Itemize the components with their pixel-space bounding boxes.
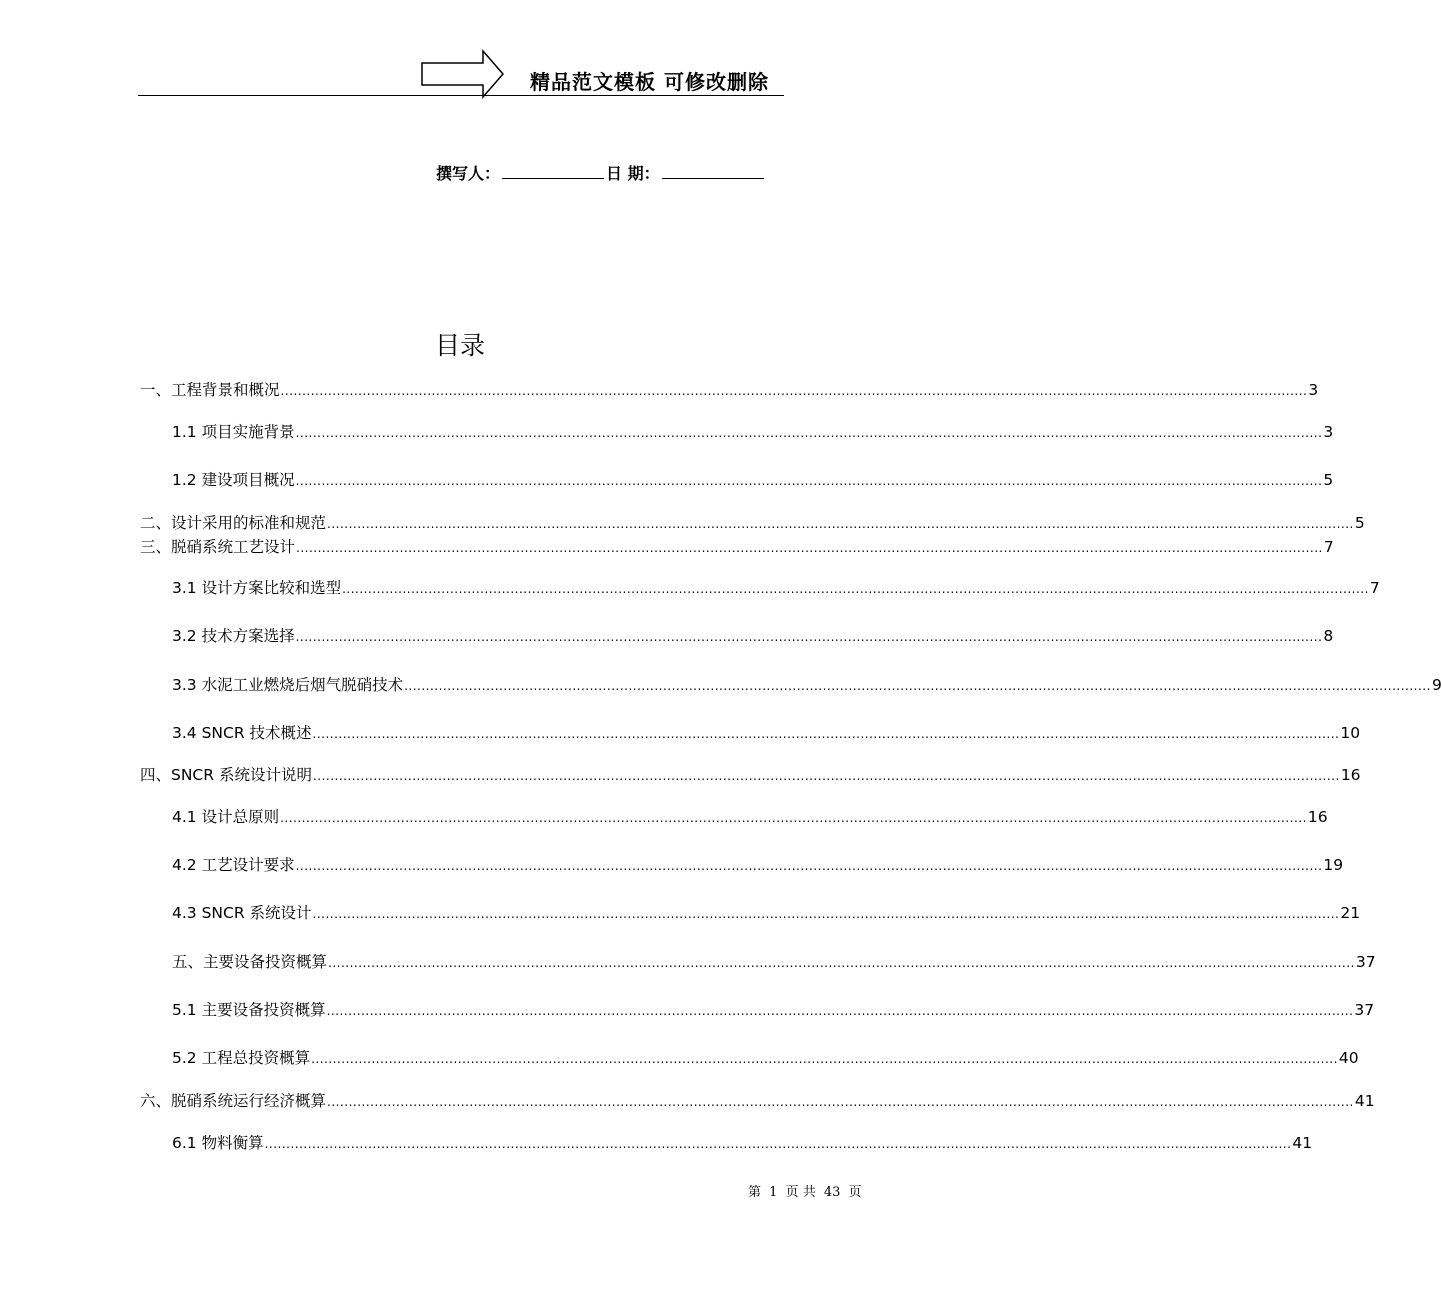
toc-leader-dots: .............................................................................................................................................................................................................................................. xyxy=(312,769,1340,783)
toc-entry-label: 5.2 工程总投资概算 xyxy=(172,1049,311,1067)
toc-leader-dots: .............................................................................................................................................................................................................................................. xyxy=(327,517,1354,531)
footer-page-total: 43 xyxy=(823,1185,841,1200)
toc-entry-page: 37 xyxy=(1354,1001,1375,1019)
toc-entry[interactable] xyxy=(172,723,1361,744)
toc-entry-page: 8 xyxy=(1323,627,1334,645)
toc-entry-page: 19 xyxy=(1323,856,1344,874)
toc-entry[interactable] xyxy=(172,903,1361,924)
toc-entry-label: 3.4 SNCR 技术概述 xyxy=(172,724,312,742)
toc-entry[interactable] xyxy=(172,422,1334,443)
toc-leader-dots: .............................................................................................................................................................................................................................................. xyxy=(295,630,1323,644)
toc-leader-dots: .............................................................................................................................................................................................................................................. xyxy=(312,727,1340,741)
toc-entry-label: 3.1 设计方案比较和选型 xyxy=(172,579,342,597)
toc-entry-page: 16 xyxy=(1307,808,1328,826)
toc-entry-page: 3 xyxy=(1308,381,1319,399)
header-divider xyxy=(138,95,784,96)
footer-page-number: 1 xyxy=(769,1185,778,1200)
toc-leader-dots: .............................................................................................................................................................................................................................................. xyxy=(404,679,1431,693)
toc-entry[interactable] xyxy=(172,470,1334,491)
toc-entry-label: 1.2 建设项目概况 xyxy=(172,471,295,489)
toc-leader-dots: .............................................................................................................................................................................................................................................. xyxy=(311,1052,1338,1066)
toc-leader-dots: .............................................................................................................................................................................................................................................. xyxy=(295,474,1323,488)
toc-entry-page: 41 xyxy=(1354,1092,1375,1110)
page-footer xyxy=(748,1181,866,1200)
toc-leader-dots: .............................................................................................................................................................................................................................................. xyxy=(280,384,1308,398)
toc-leader-dots: .............................................................................................................................................................................................................................................. xyxy=(264,1137,1292,1151)
author-date-line xyxy=(436,160,766,184)
toc-entry[interactable] xyxy=(172,855,1344,876)
toc-leader-dots: .............................................................................................................................................................................................................................................. xyxy=(326,1004,1354,1018)
writer-blank xyxy=(502,160,604,179)
footer-suffix: 页 xyxy=(848,1185,862,1200)
toc-entry[interactable] xyxy=(172,578,1380,599)
toc-entry[interactable] xyxy=(172,1000,1375,1021)
toc-leader-dots: .............................................................................................................................................................................................................................................. xyxy=(328,956,1355,970)
toc-entry-label: 一、工程背景和概况 xyxy=(140,381,280,399)
toc-entry-label: 四、SNCR 系统设计说明 xyxy=(140,766,312,784)
toc-leader-dots: .............................................................................................................................................................................................................................................. xyxy=(327,1095,1354,1109)
toc-leader-dots: .............................................................................................................................................................................................................................................. xyxy=(312,907,1340,921)
toc-entry-page: 5 xyxy=(1354,514,1365,532)
toc-entry-page: 7 xyxy=(1369,579,1380,597)
toc-entry-page: 41 xyxy=(1292,1134,1313,1152)
toc-entry[interactable] xyxy=(172,626,1334,647)
toc-title: 目录 xyxy=(434,331,485,360)
toc-entry-page: 21 xyxy=(1340,904,1361,922)
toc-leader-dots: .............................................................................................................................................................................................................................................. xyxy=(342,582,1369,596)
toc-entry-label: 5.1 主要设备投资概算 xyxy=(172,1001,326,1019)
toc-entry[interactable] xyxy=(172,675,1442,696)
toc-entry[interactable] xyxy=(140,513,1365,534)
toc-entry-page: 7 xyxy=(1323,538,1334,556)
toc-entry[interactable] xyxy=(172,807,1328,828)
toc-entry-page: 3 xyxy=(1323,423,1334,441)
toc-entry-label: 六、脱硝系统运行经济概算 xyxy=(140,1092,327,1110)
footer-prefix: 第 xyxy=(748,1185,762,1200)
date-label: 日 期： xyxy=(606,164,660,183)
toc-entry-label: 三、脱硝系统工艺设计 xyxy=(140,538,296,556)
footer-middle: 页 共 xyxy=(785,1185,816,1200)
toc-entry-label: 3.3 水泥工业燃烧后烟气脱硝技术 xyxy=(172,676,404,694)
date-blank xyxy=(662,160,764,179)
toc-entry-label: 4.1 设计总原则 xyxy=(172,808,280,826)
toc-leader-dots: .............................................................................................................................................................................................................................................. xyxy=(295,859,1323,873)
toc-entry-label: 3.2 技术方案选择 xyxy=(172,627,295,645)
toc-entry-label: 二、设计采用的标准和规范 xyxy=(140,514,327,532)
toc-entry[interactable] xyxy=(172,952,1376,973)
toc-entry-page: 40 xyxy=(1338,1049,1359,1067)
toc-entry-page: 37 xyxy=(1355,953,1376,971)
toc-entry-page: 16 xyxy=(1340,766,1361,784)
toc-entry-page: 5 xyxy=(1323,471,1334,489)
right-arrow-icon xyxy=(421,50,505,98)
toc-entry[interactable] xyxy=(172,1048,1359,1069)
toc-entry-label: 4.2 工艺设计要求 xyxy=(172,856,295,874)
toc-entry[interactable] xyxy=(140,380,1319,401)
toc-leader-dots: .............................................................................................................................................................................................................................................. xyxy=(295,426,1323,440)
toc-entry-label: 6.1 物料衡算 xyxy=(172,1134,264,1152)
toc-entry[interactable] xyxy=(140,1091,1375,1112)
toc-entry-page: 9 xyxy=(1431,676,1442,694)
toc-entry-label: 1.1 项目实施背景 xyxy=(172,423,295,441)
toc-leader-dots: .............................................................................................................................................................................................................................................. xyxy=(296,541,1323,555)
toc-entry[interactable] xyxy=(140,537,1334,558)
toc-entry[interactable] xyxy=(172,1133,1313,1154)
header-title: 精品范文模板 可修改删除 xyxy=(530,70,769,94)
toc-entry-page: 10 xyxy=(1340,724,1361,742)
writer-label: 撰写人： xyxy=(436,164,501,183)
toc-entry-label: 4.3 SNCR 系统设计 xyxy=(172,904,312,922)
toc-entry[interactable] xyxy=(140,765,1361,786)
toc-entry-label: 五、主要设备投资概算 xyxy=(172,953,328,971)
toc-leader-dots: .............................................................................................................................................................................................................................................. xyxy=(280,811,1307,825)
